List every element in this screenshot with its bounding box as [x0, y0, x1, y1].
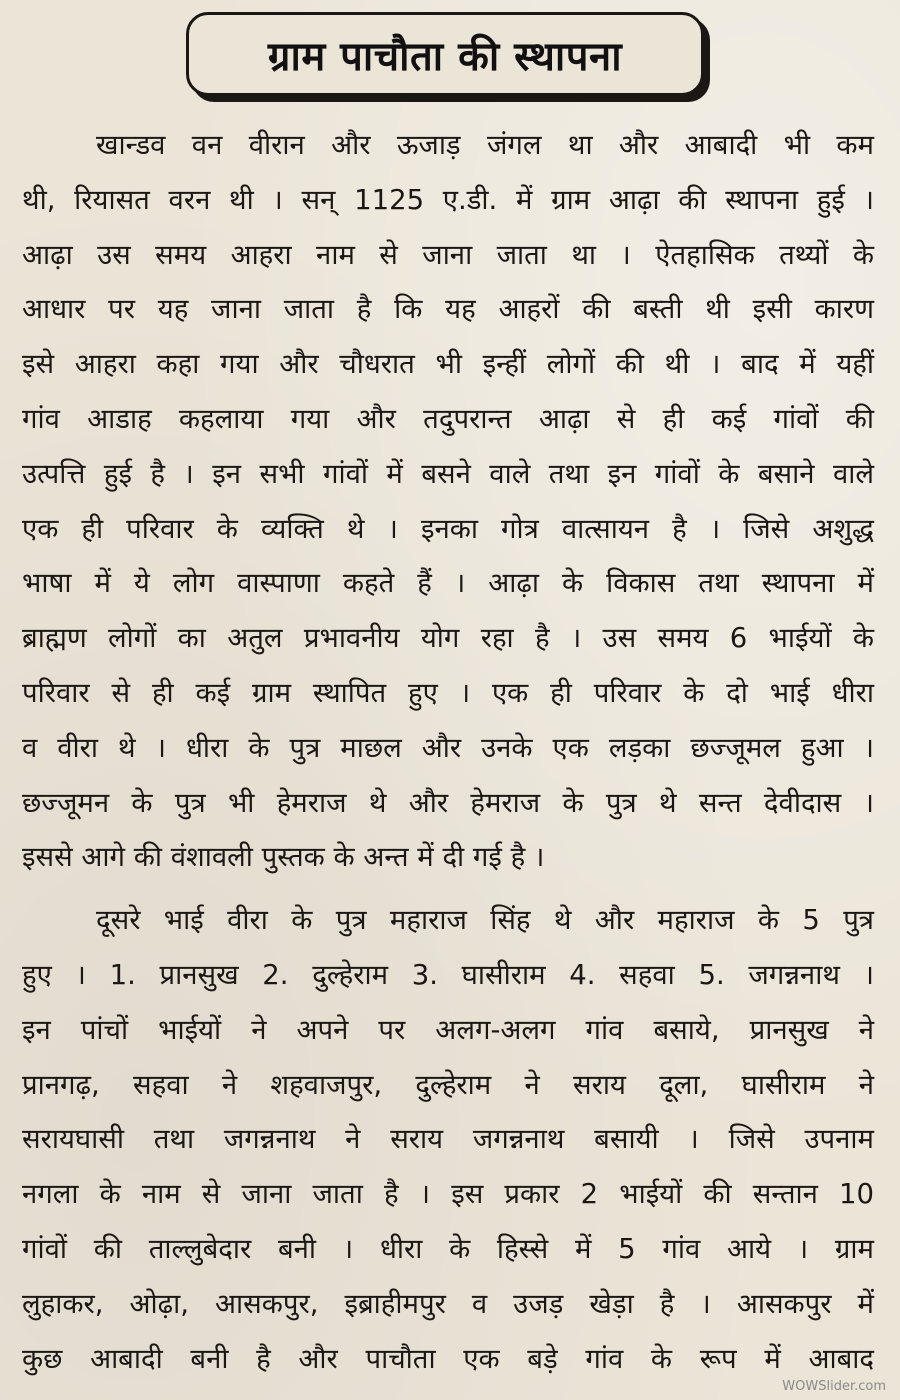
- text-line: आधार पर यह जाना जाता है कि यह आहरों की बस्ती थी इसी कारण: [22, 293, 874, 326]
- watermark: WOWSlider.com: [782, 1379, 886, 1394]
- text-line: सरायघासी तथा जगन्ननाथ ने सराय जगन्ननाथ बसायी । जिसे उपनाम: [22, 1123, 874, 1156]
- text-line: हुए । 1. प्रानसुख 2. दुल्हेराम 3. घासीराम 4. सहवा 5. जगन्ननाथ ।: [22, 958, 874, 991]
- text-line: इन पांचों भाईयों ने अपने पर अलग-अलग गांव बसाये, प्रानसुख ने: [22, 1013, 874, 1046]
- text-line: छज्जूमन के पुत्र भी हेमराज थे और हेमराज के पुत्र थे सन्त देवीदास ।: [22, 786, 874, 819]
- text-line: आढ़ा उस समय आहरा नाम से जाना जाता था । ऐतहासिक तथ्यों के: [22, 238, 874, 271]
- text-line: नगला के नाम से जाना जाता है । इस प्रकार 2 भाईयों की सन्तान 10: [22, 1178, 874, 1211]
- title-box: [186, 12, 704, 96]
- text-line: इसे आहरा कहा गया और चौधरात भी इन्हीं लोगों की थी । बाद में यहीं: [22, 348, 874, 381]
- article-body: [22, 118, 874, 1386]
- text-line: गांव आडाह कहलाया गया और तदुपरान्त आढ़ा से ही कई गांवों की: [22, 402, 874, 435]
- text-line: ब्राह्मण लोगों का अतुल प्रभावनीय योग रहा है । उस समय 6 भाईयों के: [22, 622, 874, 655]
- text-line: दूसरे भाई वीरा के पुत्र महाराज सिंह थे और महाराज के 5 पुत्र: [96, 904, 874, 937]
- text-line: एक ही परिवार के व्यक्ति थे । इनका गोत्र वात्सायन है । जिसे अशुद्ध: [22, 512, 874, 545]
- text-line: भाषा में ये लोग वास्पाणा कहते हैं । आढ़ा के विकास तथा स्थापना में: [22, 567, 874, 600]
- text-line: कुछ आबादी बनी है और पाचौता एक बड़े गांव के रूप में आबाद: [22, 1342, 874, 1375]
- text-line: थी, रियासत वरन थी । सन् 1125 ए.डी. में ग्राम आढ़ा की स्थापना हुई ।: [22, 183, 874, 216]
- text-line: इससे आगे की वंशावली पुस्तक के अन्त में दी गई है ।: [22, 841, 545, 874]
- text-line: उत्पत्ति हुई है । इन सभी गांवों में बसने वाले तथा इन गांवों के बसाने वाले: [22, 457, 874, 490]
- text-line: व वीरा थे । धीरा के पुत्र माछल और उनके एक लड़का छज्जूमल हुआ ।: [22, 731, 874, 764]
- text-line: लुहाकर, ओढ़ा, आसकपुर, इब्राहीमपुर व उजड़ खेड़ा है । आसकपुर में: [22, 1287, 874, 1320]
- text-line: प्रानगढ़, सहवा ने शहवाजपुर, दुल्हेराम ने सराय दूला, घासीराम ने: [22, 1068, 874, 1101]
- text-line: खान्डव वन वीरान और ऊजाड़ जंगल था और आबादी भी कम: [96, 129, 874, 161]
- text-line: गांवों की ताल्लुबेदार बनी । धीरा के हिस्से में 5 गांव आये । ग्राम: [22, 1232, 874, 1265]
- text-line: परिवार से ही कई ग्राम स्थापित हुए । एक ही परिवार के दो भाई धीरा: [22, 676, 874, 709]
- page-title: ग्राम पाचौता की स्थापना: [267, 33, 623, 80]
